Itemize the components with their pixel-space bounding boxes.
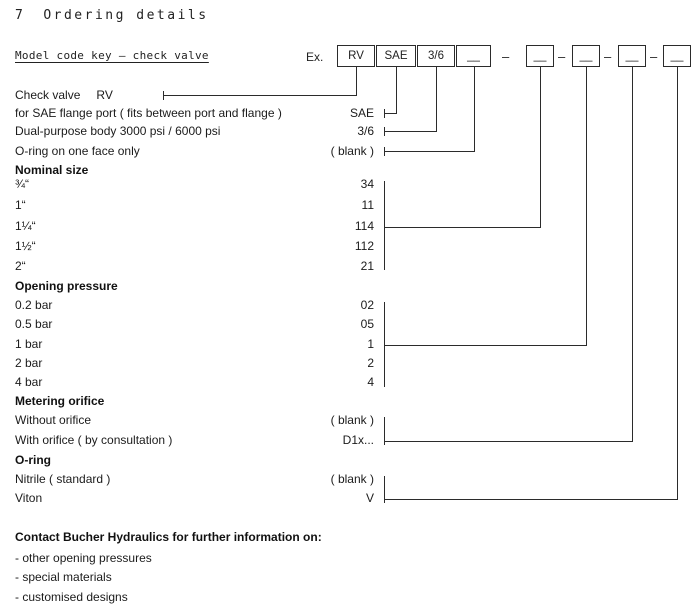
- code-box-metering-orifice: __: [618, 45, 646, 67]
- section-title: Ordering details: [43, 8, 209, 23]
- option-label: Dual-purpose body 3000 psi / 6000 psi: [15, 124, 221, 138]
- connector-tick: [384, 109, 385, 118]
- option-row: [15, 433, 374, 448]
- option-row: [15, 413, 374, 428]
- option-code: 1: [367, 337, 374, 351]
- option-row: [15, 472, 374, 487]
- code-box-port-type: SAE: [376, 45, 416, 67]
- option-code: V: [365, 491, 374, 505]
- option-code: 4: [367, 375, 374, 389]
- connector-horizontal: [384, 113, 396, 114]
- code-box-nominal-size: __: [526, 45, 554, 67]
- option-row: [15, 259, 374, 274]
- option-row: [15, 177, 374, 192]
- connector-vertical: [586, 67, 587, 346]
- option-row: [15, 491, 374, 506]
- group-bracket-line: [384, 476, 385, 503]
- dash-separator: –: [604, 49, 612, 64]
- group-title-metering-orifice: Metering orifice: [15, 394, 105, 408]
- option-row-oring-one-face: [15, 144, 374, 159]
- connector-vertical: [356, 67, 357, 96]
- example-label: Ex.: [306, 50, 324, 64]
- code-box-oring-material: __: [663, 45, 691, 67]
- option-row-dual-purpose-body: [15, 124, 374, 139]
- option-label: 0.2 bar: [15, 298, 53, 312]
- option-label: 1¼“: [15, 219, 36, 233]
- option-code: 2: [367, 356, 374, 370]
- option-code: 34: [360, 177, 374, 191]
- option-row: [15, 219, 374, 234]
- group-title-oring: O-ring: [15, 453, 51, 467]
- option-code: RV: [96, 88, 113, 102]
- option-label: 0.5 bar: [15, 317, 53, 331]
- option-code: 114: [354, 219, 374, 233]
- connector-horizontal: [384, 227, 540, 228]
- option-code: 02: [360, 298, 374, 312]
- group-bracket-line: [384, 417, 385, 445]
- footer-item: - other opening pressures: [15, 551, 152, 565]
- code-box-prefix: RV: [337, 45, 375, 67]
- option-label: 4 bar: [15, 375, 43, 389]
- option-row: [15, 356, 374, 371]
- option-code: 3/6: [357, 124, 374, 138]
- connector-vertical: [677, 67, 678, 500]
- section-number: 7: [15, 8, 26, 23]
- code-box-body: 3/6: [417, 45, 455, 67]
- connector-horizontal: [384, 151, 474, 152]
- option-label: 1½“: [15, 239, 36, 253]
- connector-horizontal: [384, 499, 677, 500]
- option-label: 2“: [15, 259, 26, 273]
- option-code: ( blank ): [330, 472, 374, 486]
- option-row: [15, 337, 374, 352]
- connector-vertical: [436, 67, 437, 132]
- option-code: 112: [354, 239, 374, 253]
- option-label: ¾“: [15, 177, 30, 191]
- option-code: ( blank ): [330, 144, 374, 158]
- option-label: Viton: [15, 491, 43, 505]
- connector-horizontal: [384, 345, 586, 346]
- model-code-key-label: Model code key – check valve: [15, 49, 209, 62]
- option-label: 1“: [15, 198, 26, 212]
- dash-separator: –: [650, 49, 658, 64]
- dash-separator: –: [502, 49, 510, 64]
- option-code: 05: [360, 317, 374, 331]
- connector-horizontal: [384, 131, 436, 132]
- code-box-opening-pressure: __: [572, 45, 600, 67]
- connector-tick: [384, 147, 385, 156]
- connector-tick: [384, 127, 385, 136]
- option-label: Nitrile ( standard ): [15, 472, 111, 486]
- connector-horizontal: [384, 441, 632, 442]
- dash-separator: –: [558, 49, 566, 64]
- connector-horizontal: [163, 95, 356, 96]
- option-code: 11: [361, 198, 374, 212]
- footer-title: Contact Bucher Hydraulics for further information on:: [15, 530, 322, 544]
- option-row: [15, 375, 374, 390]
- connector-tick: [163, 91, 164, 100]
- group-bracket-line: [384, 181, 385, 270]
- group-bracket-line: [384, 302, 385, 387]
- footer-item: - special materials: [15, 570, 112, 584]
- option-row: [15, 317, 374, 332]
- option-row: [15, 239, 374, 254]
- option-row: [15, 198, 374, 213]
- connector-vertical: [474, 67, 475, 152]
- option-label: With orifice ( by consultation ): [15, 433, 173, 447]
- option-code: 21: [360, 259, 374, 273]
- option-label: Without orifice: [15, 413, 92, 427]
- option-label: Check valve: [15, 88, 81, 102]
- group-title-nominal-size: Nominal size: [15, 163, 89, 177]
- group-title-opening-pressure: Opening pressure: [15, 279, 118, 293]
- option-label: 1 bar: [15, 337, 43, 351]
- option-label: for SAE flange port ( fits between port and flange ): [15, 106, 282, 120]
- option-code: D1x...: [342, 433, 374, 447]
- connector-vertical: [396, 67, 397, 114]
- option-label: O-ring on one face only: [15, 144, 140, 158]
- page-title: [15, 8, 209, 23]
- option-label: 2 bar: [15, 356, 43, 370]
- option-row-sae-flange: [15, 106, 374, 121]
- option-code: SAE: [349, 106, 374, 120]
- footer-item: - customised designs: [15, 590, 128, 604]
- code-box-oring-face: __: [456, 45, 491, 67]
- connector-vertical: [540, 67, 541, 228]
- option-code: ( blank ): [330, 413, 374, 427]
- connector-vertical: [632, 67, 633, 442]
- option-row: [15, 298, 374, 313]
